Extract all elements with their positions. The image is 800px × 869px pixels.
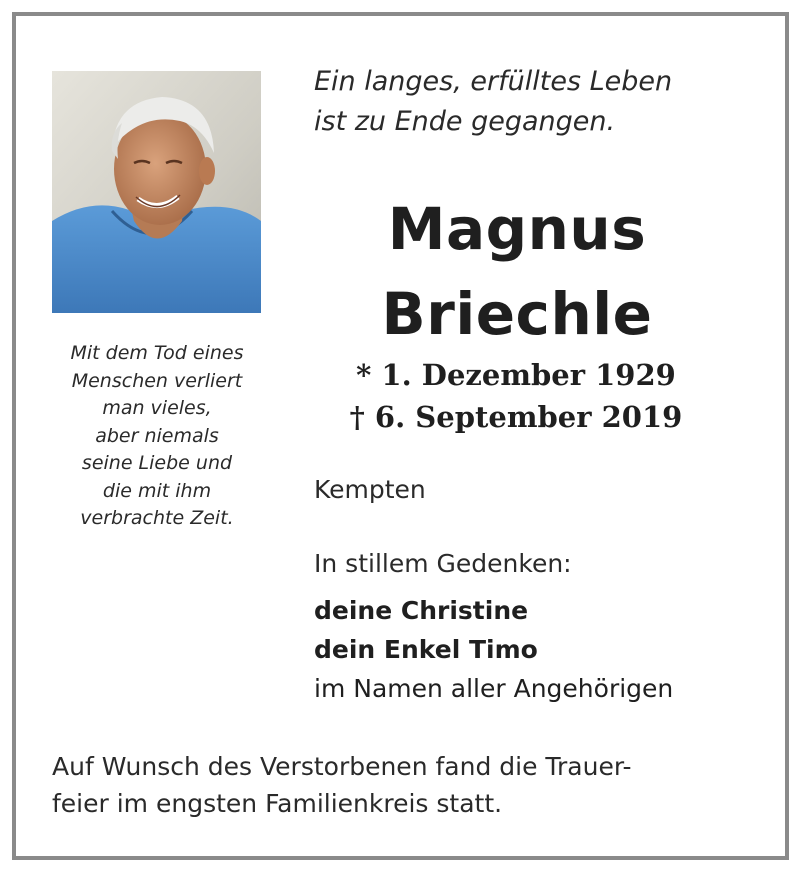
mourners	[314, 591, 673, 708]
memory-heading: In stillem Gedenken:	[314, 549, 572, 578]
side-quote-line: Menschen verliert	[71, 369, 243, 392]
intro-text	[314, 62, 672, 142]
footer-line: feier im engsten Familienkreis statt.	[52, 789, 503, 818]
first-name: Magnus	[387, 195, 647, 263]
mourner-line: im Namen aller Angehörigen	[314, 674, 674, 703]
side-quote	[38, 340, 276, 533]
place: Kempten	[314, 475, 426, 504]
death-date: † 6. September 2019	[349, 400, 683, 434]
intro-line: ist zu Ende gegangen.	[314, 106, 616, 137]
last-name: Briechle	[381, 280, 653, 348]
side-quote-line: die mit ihm	[102, 479, 212, 502]
mourner-line: deine Christine	[314, 596, 529, 625]
side-quote-line: aber niemals	[95, 424, 219, 447]
side-quote-line: Mit dem Tod eines	[70, 342, 244, 364]
portrait-photo	[52, 71, 261, 313]
life-dates	[316, 354, 716, 438]
portrait-image	[52, 71, 261, 313]
mourner-line: dein Enkel Timo	[314, 635, 538, 664]
deceased-name	[316, 187, 718, 357]
intro-line: Ein langes, erfülltes Leben	[314, 66, 673, 97]
birth-date: * 1. Dezember 1929	[356, 358, 676, 392]
footer-line: Auf Wunsch des Verstorbenen fand die Trauer-	[52, 752, 632, 781]
side-quote-line: man vieles,	[102, 397, 212, 419]
side-quote-line: verbrachte Zeit.	[80, 507, 234, 529]
side-quote-line: seine Liebe und	[81, 452, 233, 474]
footer-note	[52, 748, 632, 822]
